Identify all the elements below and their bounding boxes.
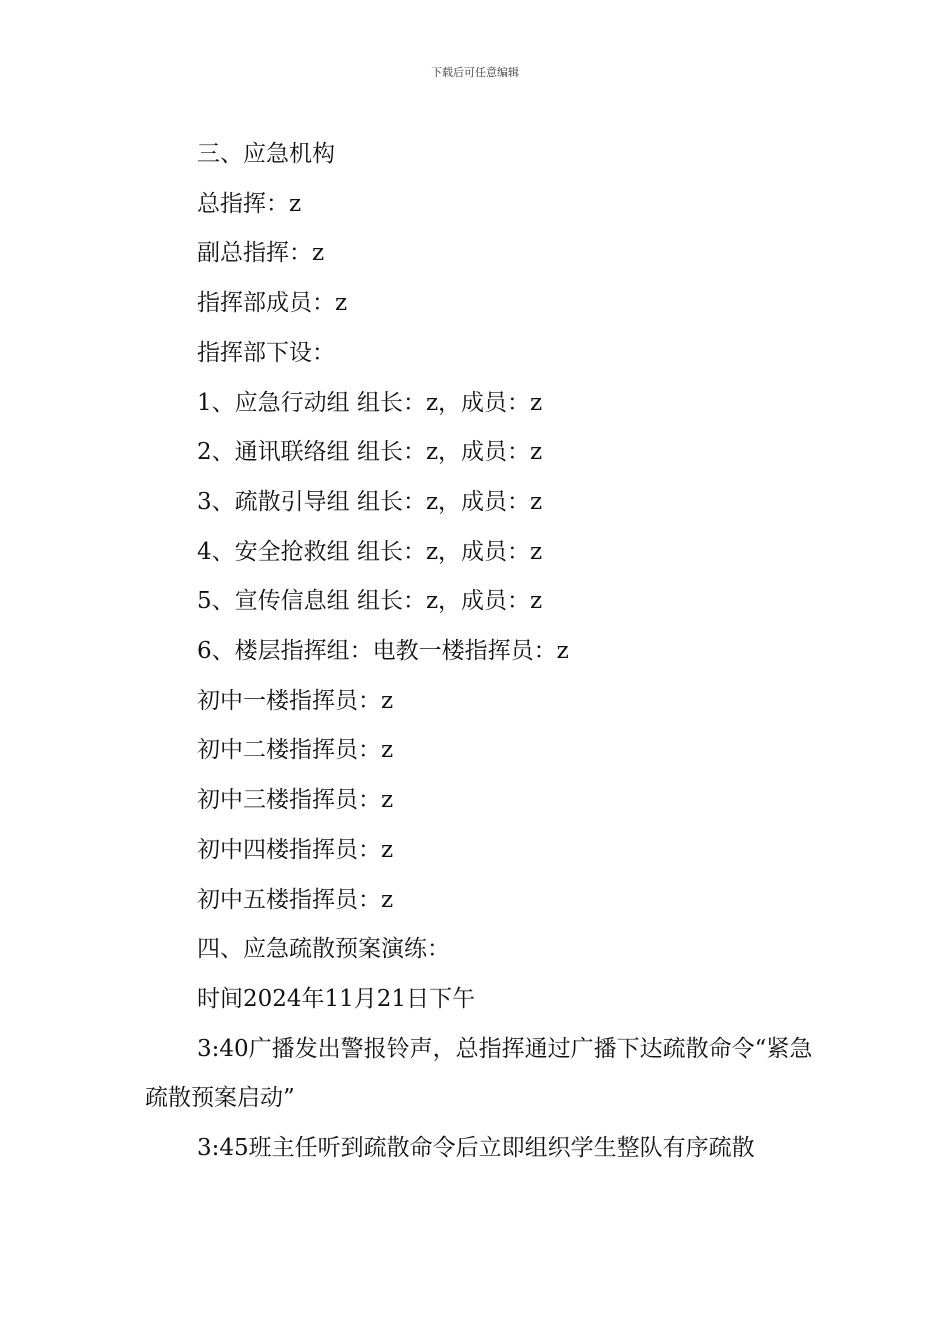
page-header: 下载后可任意编辑 xyxy=(431,66,519,79)
floor-commander-line-4: 初中四楼指挥员：z xyxy=(197,836,394,863)
group-line-publicity: 5、宣传信息组 组长：z，成员：z xyxy=(197,588,543,615)
drill-time-line: 时间2024年11月21日下午 xyxy=(197,985,476,1012)
floor-commander-line-5: 初中五楼指挥员：z xyxy=(197,886,394,913)
group-line-floor-command: 6、楼层指挥组：电教一楼指挥员：z xyxy=(197,638,569,665)
group-line-evacuation: 3、疏散引导组 组长：z，成员：z xyxy=(197,488,543,515)
floor-commander-line-3: 初中三楼指挥员：z xyxy=(197,787,394,814)
group-line-action: 1、应急行动组 组长：z，成员：z xyxy=(197,389,543,416)
deputy-commander-line: 副总指挥：z xyxy=(197,240,325,267)
section-heading-emergency-organization: 三、应急机构 xyxy=(197,141,335,167)
document-body xyxy=(145,130,815,1174)
floor-commander-line-2: 初中二楼指挥员：z xyxy=(197,737,394,764)
group-line-rescue: 4、安全抢救组 组长：z，成员：z xyxy=(197,538,543,565)
drill-step-paragraph: 3:45班主任听到疏散命令后立即组织学生整队有序疏散 xyxy=(197,1135,755,1162)
command-subdivisions-line: 指挥部下设： xyxy=(197,339,335,366)
commander-line: 总指挥：z xyxy=(197,190,302,217)
drill-step-paragraph: 3:40广播发出警报铃声，总指挥通过广播下达疏散命令“紧急疏散预案启动” xyxy=(145,1035,813,1112)
section-heading-drill: 四、应急疏散预案演练： xyxy=(197,936,450,963)
group-line-communication: 2、通讯联络组 组长：z，成员：z xyxy=(197,439,543,466)
floor-commander-line-1: 初中一楼指挥员：z xyxy=(197,687,394,714)
command-members-line: 指挥部成员：z xyxy=(197,290,348,317)
